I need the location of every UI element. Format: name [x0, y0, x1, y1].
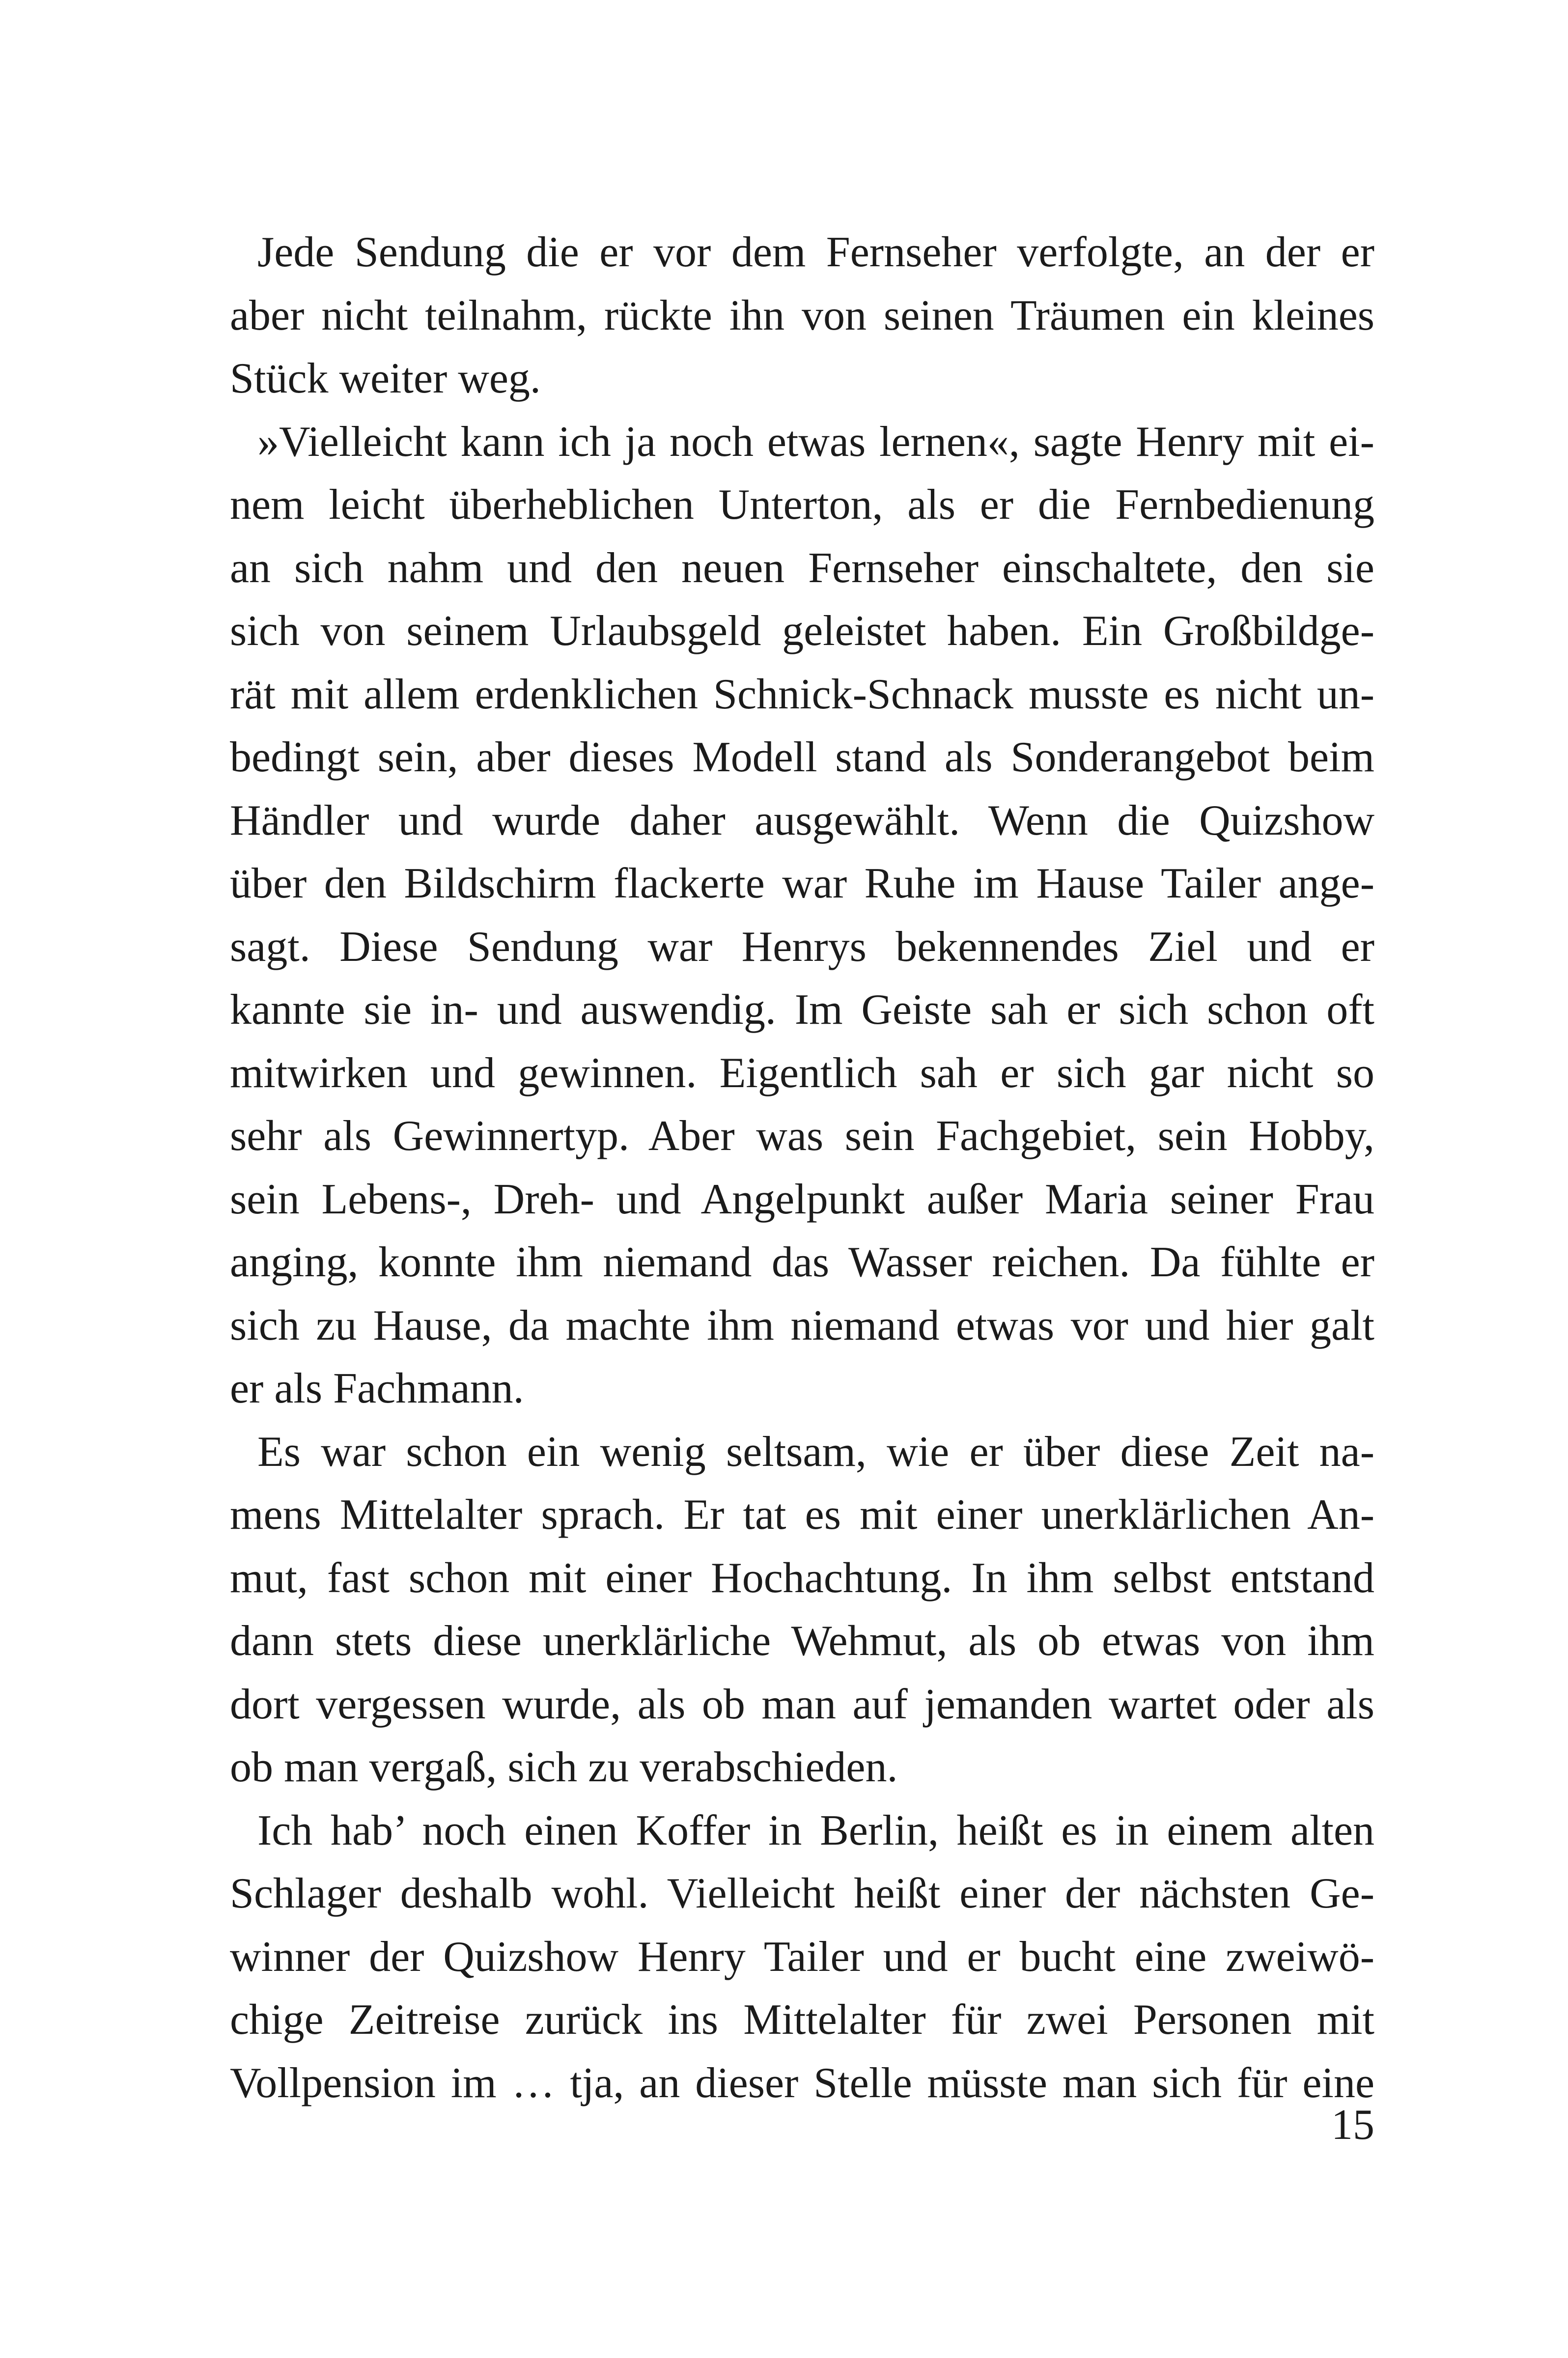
text-line: Ich hab’ noch einen Koffer in Berlin, heißt es in einem alten [257, 1806, 1374, 1854]
text-line: mut, fast schon mit einer Hochachtung. In ihm selbst entstand [230, 1554, 1374, 1602]
text-line: Vollpension im … tja, an dieser Stelle müsste man sich für eine [230, 2059, 1374, 2107]
text-line: dann stets diese unerklärliche Wehmut, als ob etwas von ihm [230, 1617, 1374, 1665]
text-line: aber nicht teilnahm, rückte ihn von seinen Träumen ein kleines [230, 291, 1374, 339]
text-line: mens Mittelalter sprach. Er tat es mit einer unerklärlichen An- [230, 1491, 1374, 1539]
text-line: sich zu Hause, da machte ihm niemand etwas vor und hier galt [230, 1301, 1374, 1349]
text-line: an sich nahm und den neuen Fernseher einschaltete, den sie [230, 544, 1374, 592]
text-line: bedingt sein, aber dieses Modell stand als Sonderangebot beim [230, 733, 1374, 781]
text-line: chige Zeitreise zurück ins Mittelalter für zwei Personen mit [230, 1996, 1374, 2044]
paragraph [230, 1799, 1374, 2115]
text-line: sagt. Diese Sendung war Henrys bekennendes Ziel und er [230, 923, 1374, 971]
text-line: winner der Quizshow Henry Tailer und er bucht eine zweiwö- [230, 1933, 1374, 1981]
text-line: Händler und wurde daher ausgewählt. Wenn die Quizshow [230, 796, 1374, 844]
text-line: ob man vergaß, sich zu verabschieden. [230, 1743, 898, 1791]
text-line: rät mit allem erdenklichen Schnick-Schnack musste es nicht un- [230, 670, 1374, 718]
paragraph [230, 221, 1374, 411]
text-line: Es war schon ein wenig seltsam, wie er über diese Zeit na- [257, 1428, 1374, 1476]
text-line: Schlager deshalb wohl. Vielleicht heißt einer der nächsten Ge- [230, 1870, 1374, 1917]
text-line: dort vergessen wurde, als ob man auf jemanden wartet oder als [230, 1680, 1374, 1728]
text-line: Jede Sendung die er vor dem Fernseher verfolgte, an der er [257, 228, 1374, 276]
text-line: nem leicht überheblichen Unterton, als er die Fernbedienung [230, 481, 1374, 529]
paragraph [230, 411, 1374, 1421]
text-line: mitwirken und gewinnen. Eigentlich sah er sich gar nicht so [230, 1049, 1374, 1097]
text-line: sehr als Gewinnertyp. Aber was sein Fachgebiet, sein Hobby, [230, 1112, 1374, 1160]
text-line: über den Bildschirm flackerte war Ruhe im Hause Tailer ange- [230, 860, 1374, 907]
paragraph [230, 1421, 1374, 1799]
text-line: sich von seinem Urlaubsgeld geleistet haben. Ein Großbildge- [230, 607, 1374, 655]
text-line: Stück weiter weg. [230, 355, 541, 402]
text-line: er als Fachmann. [230, 1365, 524, 1412]
text-line: kannte sie in- und auswendig. Im Geiste sah er sich schon oft [230, 986, 1374, 1034]
page-number: 15 [1331, 2101, 1374, 2149]
text-line: »Vielleicht kann ich ja noch etwas lernen«, sagte Henry mit ei- [257, 418, 1374, 466]
text-line: sein Lebens-, Dreh- und Angelpunkt außer Maria seiner Frau [230, 1175, 1374, 1223]
text-line: anging, konnte ihm niemand das Wasser reichen. Da fühlte er [230, 1238, 1374, 1286]
body-text [230, 221, 1374, 2115]
